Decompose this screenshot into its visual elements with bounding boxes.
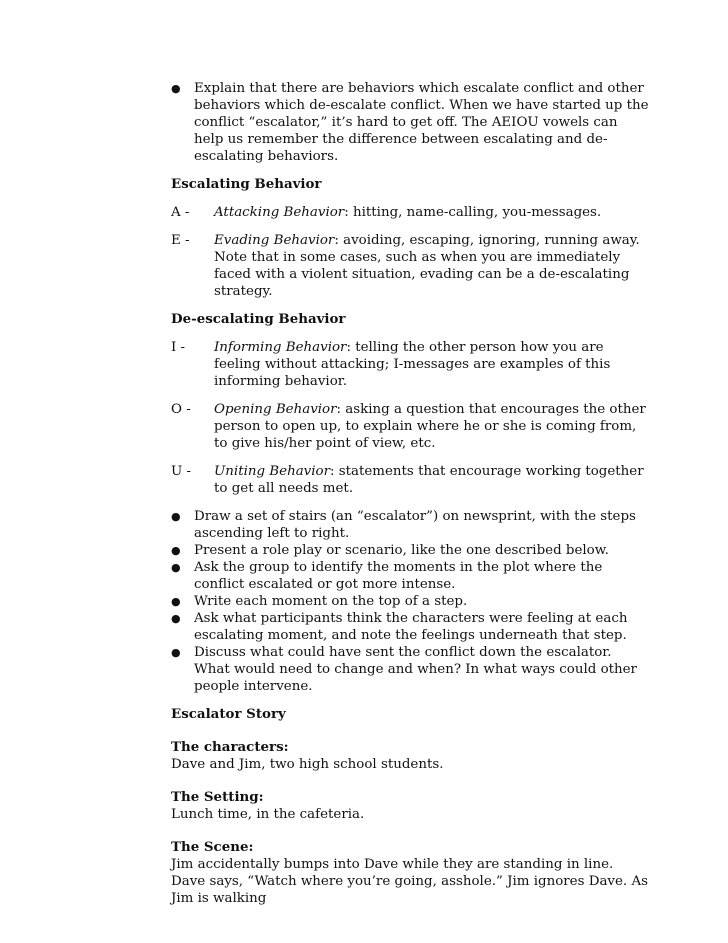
step-text: Discuss what could have sent the conflict down the escalator. What would need to change and when? In what ways could other people intervene. [194, 645, 637, 694]
entry-i [171, 339, 651, 390]
escalating-heading: Escalating Behavior [171, 176, 322, 192]
step-bullet [171, 644, 651, 695]
bullet-icon: ● [171, 612, 181, 625]
bullet-icon: ● [171, 595, 181, 608]
bullet-icon: ● [171, 561, 181, 574]
step-bullet [171, 559, 651, 593]
step-bullet [171, 542, 651, 559]
entry-term: Informing Behavior [214, 340, 347, 355]
bullet-icon: ● [171, 82, 181, 95]
step-bullet [171, 508, 651, 542]
entry-term: Opening Behavior [214, 402, 337, 417]
entry-desc: : avoiding, escaping, ignoring, running away. Note that in some cases, such as when you are immediately faced with a violent situation, evading can be a de-escalating strategy. [214, 233, 640, 299]
entry-letter: I - [171, 340, 186, 355]
entry-desc: : statements that encourage working together to get all needs met. [214, 464, 644, 496]
document-page [171, 80, 651, 907]
story-heading: Escalator Story [171, 706, 286, 722]
bullet-icon: ● [171, 510, 181, 523]
entry-e [171, 232, 651, 300]
entry-letter: A - [171, 205, 190, 220]
characters-text: Dave and Jim, two high school students. [171, 757, 444, 772]
entry-term: Evading Behavior [214, 233, 335, 248]
entry-desc: : asking a question that encourages the other person to open up, to explain where he or she is coming from, to give his/her point of view, etc. [214, 402, 646, 451]
step-text: Ask what participants think the characters were feeling at each escalating moment, and note the feelings underneath that step. [194, 611, 628, 643]
entry-letter: U - [171, 464, 192, 479]
step-text: Present a role play or scenario, like the one described below. [194, 543, 609, 558]
step-text: Write each moment on the top of a step. [194, 594, 468, 609]
entry-desc: : telling the other person how you are feeling without attacking; I-messages are examples of this informing behavior. [214, 340, 611, 389]
step-text: Ask the group to identify the moments in the plot where the conflict escalated or got more intense. [194, 560, 603, 592]
bullet-icon: ● [171, 544, 181, 557]
bullet-icon: ● [171, 646, 181, 659]
entry-o [171, 401, 651, 452]
entry-u [171, 463, 651, 497]
intro-bullet [171, 80, 651, 165]
characters-label: The characters: [171, 739, 289, 755]
deescalating-heading: De-escalating Behavior [171, 311, 346, 327]
entry-a [171, 204, 651, 221]
setting-label: The Setting: [171, 789, 264, 805]
setting-text: Lunch time, in the cafeteria. [171, 807, 365, 822]
entry-letter: E - [171, 233, 190, 248]
entry-term: Attacking Behavior [214, 205, 345, 220]
step-text: Draw a set of stairs (an “escalator”) on newsprint, with the steps ascending left to right. [194, 509, 636, 541]
entry-desc: : hitting, name-calling, you-messages. [344, 205, 602, 220]
step-bullet [171, 610, 651, 644]
entry-letter: O - [171, 402, 191, 417]
scene-label: The Scene: [171, 839, 254, 855]
scene-text: Jim accidentally bumps into Dave while they are standing in line. Dave says, “Watch where you’re going, asshole.” Jim ignores Dave. As Jim is walking [171, 857, 648, 906]
entry-term: Uniting Behavior [214, 464, 330, 479]
intro-text: Explain that there are behaviors which escalate conflict and other behaviors which de-escalate conflict. When we have started up the conflict “escalator,” it’s hard to get off. The AEIOU vowels can help us remember the difference between escalating and de-escalating behaviors. [194, 81, 649, 164]
step-bullet [171, 593, 651, 610]
